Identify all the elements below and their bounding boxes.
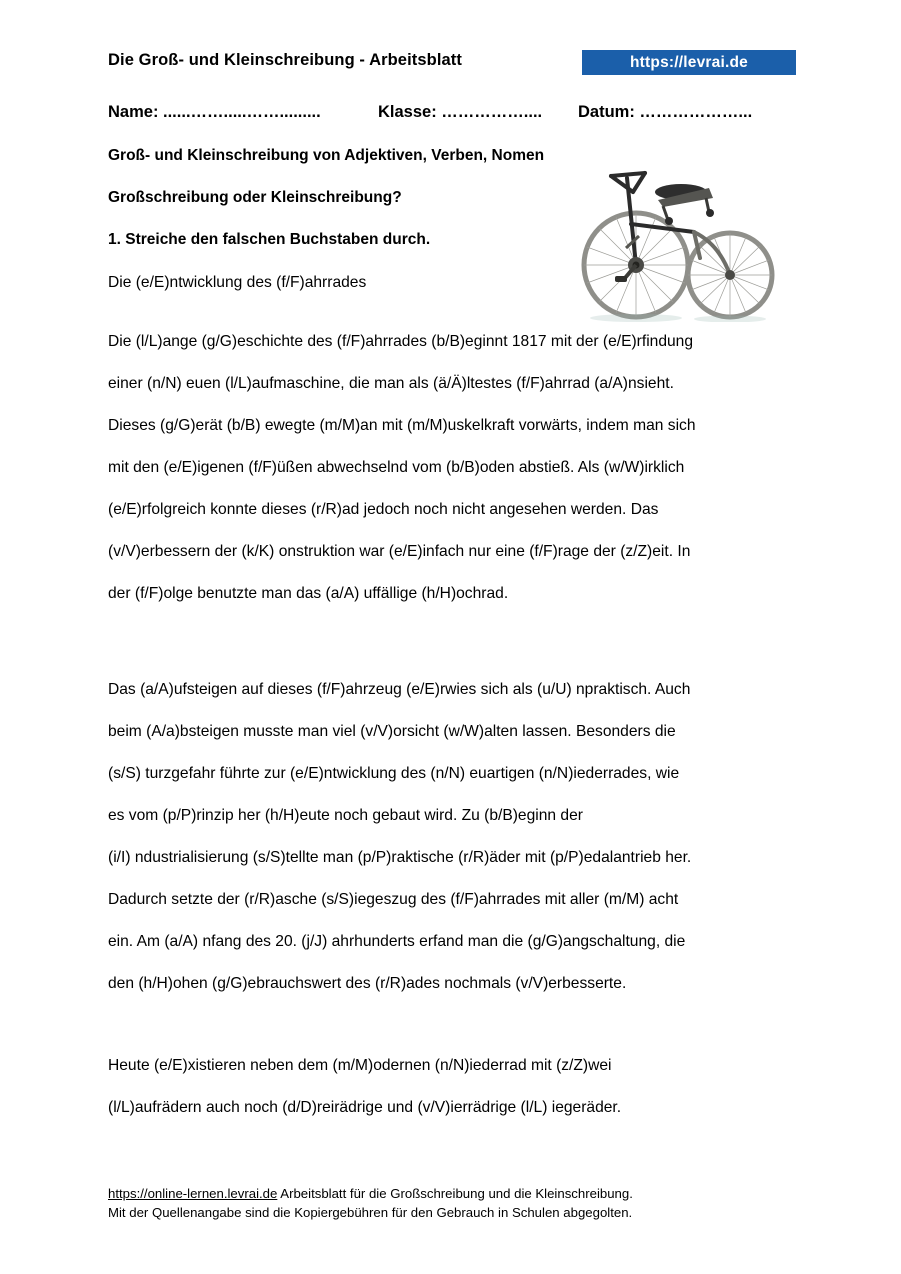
footer-line-1 xyxy=(108,1184,808,1203)
text-line: es vom (p/P)rinzip her (h/H)eute noch gebaut wird. Zu (b/B)eginn der xyxy=(108,807,583,824)
text-line: Das (a/A)ufsteigen auf dieses (f/F)ahrzeug (e/E)rwies sich als (u/U) npraktisch. Auch xyxy=(108,681,691,698)
text-line: Dadurch setzte der (r/R)asche (s/S)iegeszug des (f/F)ahrrades mit aller (m/M) acht xyxy=(108,891,679,908)
datum-field-label[interactable]: Datum: ………………... xyxy=(578,103,753,121)
exercise-title: Die (e/E)ntwicklung des (f/F)ahrrades xyxy=(108,274,367,291)
header xyxy=(108,50,796,78)
text-line: Heute (e/E)xistieren neben dem (m/M)odernen (n/N)iederrad mit (z/Z)wei xyxy=(108,1057,612,1074)
text-line: (e/E)rfolgreich konnte dieses (r/R)ad jedoch noch nicht angesehen werden. Das xyxy=(108,501,659,518)
text-line: (i/I) ndustrialisierung (s/S)tellte man (p/P)raktische (r/R)äder mit (p/P)edalantrieb her. xyxy=(108,849,692,866)
vintage-bicycle-icon xyxy=(563,158,797,322)
text-line: beim (A/a)bsteigen musste man viel (v/V)orsicht (w/W)alten lassen. Besonders die xyxy=(108,723,676,740)
student-fields xyxy=(108,103,808,129)
text-line: mit den (e/E)igenen (f/F)üßen abwechselnd vom (b/B)oden abstieß. Als (w/W)irklich xyxy=(108,459,685,476)
text-line: (s/S) turzgefahr führte zur (e/E)ntwicklung des (n/N) euartigen (n/N)iederrades, wie xyxy=(108,765,680,782)
task-heading: 1. Streiche den falschen Buchstaben durch. xyxy=(108,231,431,248)
name-field-label[interactable]: Name: ......…….....……......... xyxy=(108,103,321,121)
text-line: Dieses (g/G)erät (b/B) ewegte (m/M)an mit (m/M)uskelkraft vorwärts, indem man sich xyxy=(108,417,696,434)
page-title: Die Groß- und Kleinschreibung - Arbeitsblatt xyxy=(108,51,462,69)
klasse-field-label[interactable]: Klasse: …………….... xyxy=(378,103,543,121)
text-line: (v/V)erbessern der (k/K) onstruktion war (e/E)infach nur eine (f/F)rage der (z/Z)eit. In xyxy=(108,543,691,560)
footer-line-1-text: Arbeitsblatt für die Großschreibung und die Kleinschreibung. xyxy=(277,1186,633,1201)
site-url-badge[interactable]: https://levrai.de xyxy=(582,50,796,75)
footer-line-2: Mit der Quellenangabe sind die Kopiergebühren für den Gebrauch in Schulen abgegolten. xyxy=(108,1205,633,1220)
topic-heading: Groß- und Kleinschreibung von Adjektiven, Verben, Nomen xyxy=(108,147,545,164)
text-line: den (h/H)ohen (g/G)ebrauchswert des (r/R)ades nochmals (v/V)erbesserte. xyxy=(108,975,627,992)
text-line: der (f/F)olge benutzte man das (a/A) uffällige (h/H)ochrad. xyxy=(108,585,509,602)
text-line: einer (n/N) euen (l/L)aufmaschine, die man als (ä/Ä)ltestes (f/F)ahrrad (a/A)nsieht. xyxy=(108,375,674,392)
question-heading: Großschreibung oder Kleinschreibung? xyxy=(108,189,402,206)
text-line: (l/L)aufrädern auch noch (d/D)reirädrige und (v/V)ierrädrige (l/L) iegeräder. xyxy=(108,1099,622,1116)
source-link[interactable]: https://online-lernen.levrai.de xyxy=(108,1186,278,1201)
footer xyxy=(108,1184,808,1222)
text-line: Die (l/L)ange (g/G)eschichte des (f/F)ahrrades (b/B)eginnt 1817 mit der (e/E)rfindung xyxy=(108,333,694,350)
text-line: ein. Am (a/A) nfang des 20. (j/J) ahrhunderts erfand man die (g/G)angschaltung, die xyxy=(108,933,686,950)
